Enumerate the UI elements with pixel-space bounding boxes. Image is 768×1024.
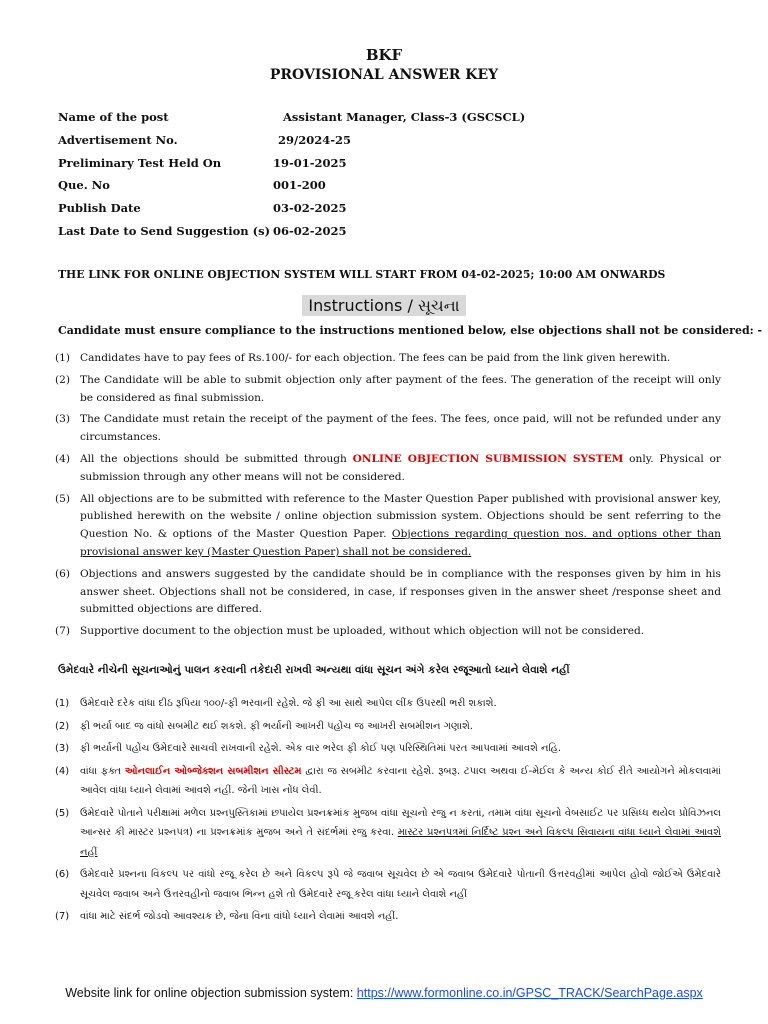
info-value: 19-01-2025 [273,155,347,170]
info-value: 29/2024-25 [278,132,351,147]
org-name: BKF [365,46,403,64]
item-number: (5) [55,807,70,819]
item-text-post: only. Physical or submission through any other means will not be considered. [80,452,721,483]
list-item [55,623,721,641]
item-number: (3) [55,413,71,426]
info-label: Advertisement No. [58,132,178,147]
link-notice: THE LINK FOR ONLINE OBJECTION SYSTEM WILL START FROM 04-02-2025; 10:00 AM ONWARDS [58,268,666,281]
info-value: 001-200 [273,178,326,193]
item-text: The Candidate will be able to submit objection only after payment of the fees. The generation of the receipt will only be considered as final submission. [80,373,721,404]
item-number: (4) [55,452,71,465]
item-text-pre: ઉમેદવારે પોતાને પરીક્ષામાં મળેલ પ્રશ્નપુસ્તિકામાં છપાયેલ પ્રશ્નક્રમાંક મુજબ વાંધા સૂચનો રજુ ન કરતાં, તમામ વાંધા સૂચનો વેબસાઈટ પર પ્રસિધ્ધ થયેલ પ્રોવિઝનલ આન્સર કી માસ્ટર પ્રશ્નપત્ર) ના પ્રશ્નક્રમાંક મુજબ અને તે સંદર્ભમાં રજુ કરવા. [80,807,721,838]
item-number: (3) [55,743,70,754]
objection-system-name: ONLINE OBJECTION SUBMISSION SYSTEM [352,452,624,465]
item-number: (7) [55,625,71,638]
list-item [55,865,721,904]
item-number: (7) [55,911,70,922]
item-text: ઉમેદવારે દરેક વાંધા દીઠ રૂપિયા ૧૦૦/-ફી ભરવાની રહેશે. જે ફી આ સાથે આપેલ લીંક ઉપરથી ભરી શકાશે. [80,698,497,709]
list-item [55,739,721,759]
list-item [55,411,721,447]
item-number: (2) [55,720,70,732]
compliance-note: Candidate must ensure compliance to the instructions mentioned below, else objections shall not be considered: - [58,324,763,337]
objection-system-link[interactable]: https://www.formonline.co.in/GPSC_TRACK/SearchPage.aspx [356,986,703,1000]
item-text [80,804,721,863]
list-item [55,762,721,801]
list-item [55,491,721,562]
item-number: (1) [55,352,71,364]
instructions-heading-text: Instructions / સૂચના [302,295,465,316]
instructions-heading [0,296,768,316]
info-label: Publish Date [58,201,141,216]
item-text: Supportive document to the objection must be uploaded, without which objection will not be considered. [80,625,645,638]
item-text: ઉમેદવારે પ્રશ્નના વિકલ્પ પર વાંધો રજૂ કરેલ છે અને વિકલ્પ રૂપે જે જવાબ સૂચવેલ છે એ જવાબ ઉમેદવારે પોતાની ઉત્તરવહીમાં આપેલ હોવો જોઈએ ઉમેદવારે સૂચવેલ જવાબ અને ઉત્તરવહીનો જવાબ ભિન્ન હશે તો ઉમેદવારે રજૂ કરેલ વાંધા ધ્યાને લેવાશે નહીં [80,869,721,900]
item-text-pre: વાંધા ફક્ત [80,765,125,777]
item-text: વાંધા માટે સંદર્ભ જોડવો આવશ્યક છે, જેના વિના વાંધો ધ્યાને લેવામાં આવશે નહીં. [80,911,399,922]
item-number: (4) [55,765,70,777]
item-text [80,762,721,801]
item-number: (6) [55,567,71,580]
list-item [55,451,721,487]
item-text [80,491,721,562]
document-title: PROVISIONAL ANSWER KEY [269,67,499,83]
info-label: Last Date to Send Suggestion (s) [58,223,271,238]
item-text: Candidates have to pay fees of Rs.100/- for each objection. The fees can be paid from the link given herewith. [80,352,671,364]
list-item [55,350,721,368]
item-text: The Candidate must retain the receipt of the payment of the fees. The fees, once paid, will not be refunded under any circumstances. [80,413,721,444]
objection-system-name: ઓનલાઈન ઓબ્જેક્શન સબમીશન સીસ્ટમ [124,765,302,777]
item-text: ફી ભર્યા બાદ જ વાંધો સબમીટ થઈ શકશે. ફી ભર્યાની આખરી પહોંચ જ આખરી સબમીશન ગણાશે. [80,720,473,732]
item-number: (2) [55,373,71,386]
list-item [55,717,721,737]
underlined-note: માસ્ટર પ્રશ્નપત્રમાં નિર્દિષ્ટ પ્રશ્ન અને વિકલ્પ સિવાયના વાંધા ધ્યાને લેવામાં આવશે નહીં [80,827,722,858]
info-label: Name of the post [58,110,169,124]
list-item [55,804,721,863]
item-number: (5) [55,492,71,505]
info-label: Preliminary Test Held On [58,155,222,170]
english-instructions [55,350,721,645]
item-text-post: દ્વારા જ સબમીટ કરવાના રહેશે. રૂબરૂ. ટપાલ અથવા ઈ-મેઈલ કે અન્ય કોઈ રીતે આયોગને મોકલવામાં આવેલ વાંધા ધ્યાને લેવામાં આવશે નહીં. જેની ખાસ નોંધ લેવી. [80,765,721,796]
info-value: 03-02-2025 [273,201,347,216]
item-text: Objections and answers suggested by the candidate should be in compliance with the responses given by him in his answer sheet. Objections shall not be considered, in case, if responses given in the answer sheet /response sheet and submitted objections are differed. [80,567,721,616]
list-item [55,907,721,927]
info-value: 06-02-2025 [273,223,347,238]
list-item [55,566,721,619]
item-text [80,451,721,487]
item-text-pre: All the objections should be submitted through [80,452,353,465]
underlined-note: Objections regarding question nos. and options other than provisional answer key (Master Question Paper) shall not be considered. [80,528,721,558]
footer [0,986,768,1000]
footer-label: Website link for online objection submission system: [65,986,357,1000]
item-text: ફી ભર્યાની પહોંચ ઉમેદવારે સાચવી રાખવાની રહેશે. એક વાર ભરેલ ફી કોઈ પણ પરિસ્થિતિમાં પરત આપવામાં આવશે નહિ. [80,743,562,754]
gujarati-instructions [55,694,721,930]
list-item [55,694,721,714]
gujarati-heading: ઉમેદવારે નીચેની સૂચનાઓનું પાલન કરવાની તકેદારી રાખવી અન્યથા વાંધા સૂચન અંગે કરેલ રજૂઆતો ધ્યાને લેવાશે નહીં [58,664,570,676]
info-label: Que. No [58,178,110,193]
info-value: Assistant Manager, Class-3 (GSCSCL) [283,110,526,124]
item-number: (6) [55,869,70,880]
item-number: (1) [55,698,70,709]
item-text-pre: All objections are to be submitted with reference to the Master Question Paper published with provisional answer key, published herewith on the website / online objection submission system. Objections should be sent referring to the Question No. & options of the Master Question Paper. [80,492,721,541]
list-item [55,372,721,408]
